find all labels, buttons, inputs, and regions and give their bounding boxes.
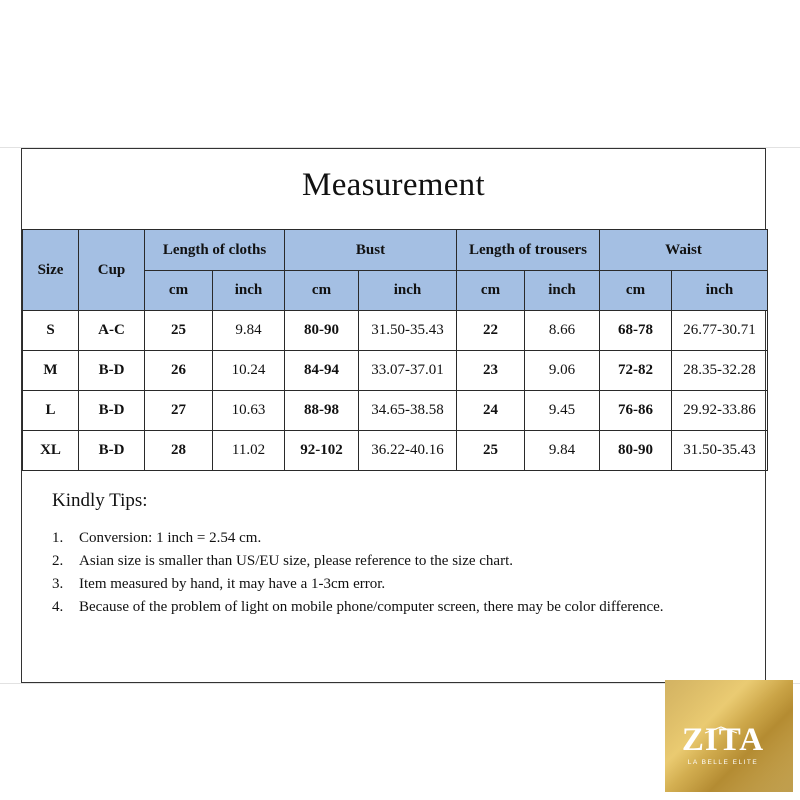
- bust-cm-cell: 84-94: [285, 351, 359, 391]
- header-length-of-trousers: Length of trousers: [457, 230, 600, 271]
- tip-text: Conversion: 1 inch = 2.54 cm.: [79, 530, 262, 546]
- cloths-cm-cell: 28: [145, 431, 213, 471]
- table-row: [23, 391, 768, 431]
- trousers-cm-cell: 24: [457, 391, 525, 431]
- tip-item: [52, 550, 692, 573]
- chart-title: Measurement: [302, 167, 485, 203]
- cup-cell: B-D: [79, 351, 145, 391]
- unit-inch: inch: [672, 271, 768, 311]
- table-row: [23, 311, 768, 351]
- header-bust: Bust: [285, 230, 457, 271]
- unit-inch: inch: [525, 271, 600, 311]
- zita-logo-mark: [665, 680, 793, 792]
- tip-item: [52, 527, 692, 550]
- bust-cm-cell: 92-102: [285, 431, 359, 471]
- waist-cm-cell: 72-82: [600, 351, 672, 391]
- unit-cm: cm: [457, 271, 525, 311]
- header-waist: Waist: [600, 230, 768, 271]
- size-cell: S: [23, 311, 79, 351]
- cloths-inch-cell: 10.63: [213, 391, 285, 431]
- header-length-of-cloths: Length of cloths: [145, 230, 285, 271]
- tip-item: [52, 573, 692, 596]
- waist-inch-cell: 26.77-30.71: [672, 311, 768, 351]
- tip-number: 2.: [52, 553, 64, 569]
- bust-inch-cell: 33.07-37.01: [359, 351, 457, 391]
- tips-list: [52, 527, 692, 619]
- tip-number: 3.: [52, 576, 64, 592]
- bust-cm-cell: 88-98: [285, 391, 359, 431]
- trousers-cm-cell: 22: [457, 311, 525, 351]
- tip-number: 1.: [52, 530, 64, 546]
- table-row: [23, 431, 768, 471]
- waist-cm-cell: 76-86: [600, 391, 672, 431]
- cloths-cm-cell: 25: [145, 311, 213, 351]
- cloths-inch-cell: 11.02: [213, 431, 285, 471]
- unit-inch: inch: [359, 271, 457, 311]
- cloths-cm-cell: 26: [145, 351, 213, 391]
- header-cup: Cup: [79, 230, 145, 311]
- size-cell: M: [23, 351, 79, 391]
- trousers-cm-cell: 23: [457, 351, 525, 391]
- bust-inch-cell: 36.22-40.16: [359, 431, 457, 471]
- header-size: Size: [23, 230, 79, 311]
- trousers-inch-cell: 9.06: [525, 351, 600, 391]
- unit-cm: cm: [600, 271, 672, 311]
- table-header-row: [23, 230, 768, 271]
- bust-inch-cell: 34.65-38.58: [359, 391, 457, 431]
- svg-text:ZITA: ZITA: [681, 722, 765, 758]
- tips-heading: Kindly Tips:: [52, 490, 148, 511]
- unit-cm: cm: [145, 271, 213, 311]
- size-chart-card: [21, 148, 766, 683]
- waist-cm-cell: 68-78: [600, 311, 672, 351]
- waist-cm-cell: 80-90: [600, 431, 672, 471]
- cup-cell: B-D: [79, 391, 145, 431]
- waist-inch-cell: 28.35-32.28: [672, 351, 768, 391]
- table-row: [23, 351, 768, 391]
- waist-inch-cell: 31.50-35.43: [672, 431, 768, 471]
- cloths-cm-cell: 27: [145, 391, 213, 431]
- tip-text: Because of the problem of light on mobile phone/computer screen, there may be color difference.: [79, 599, 664, 615]
- tip-text: Asian size is smaller than US/EU size, please reference to the size chart.: [79, 553, 513, 569]
- size-table: [22, 229, 768, 471]
- bust-cm-cell: 80-90: [285, 311, 359, 351]
- trousers-cm-cell: 25: [457, 431, 525, 471]
- zita-logo: [665, 680, 793, 792]
- size-cell: XL: [23, 431, 79, 471]
- unit-cm: cm: [285, 271, 359, 311]
- size-cell: L: [23, 391, 79, 431]
- cloths-inch-cell: 10.24: [213, 351, 285, 391]
- unit-inch: inch: [213, 271, 285, 311]
- svg-text:LA BELLE ELITE: LA BELLE ELITE: [687, 759, 759, 766]
- trousers-inch-cell: 8.66: [525, 311, 600, 351]
- cup-cell: A-C: [79, 311, 145, 351]
- trousers-inch-cell: 9.45: [525, 391, 600, 431]
- cup-cell: B-D: [79, 431, 145, 471]
- tip-number: 4.: [52, 599, 64, 615]
- tip-text: Item measured by hand, it may have a 1-3cm error.: [79, 576, 386, 592]
- cloths-inch-cell: 9.84: [213, 311, 285, 351]
- trousers-inch-cell: 9.84: [525, 431, 600, 471]
- bust-inch-cell: 31.50-35.43: [359, 311, 457, 351]
- tip-item: [52, 596, 692, 619]
- waist-inch-cell: 29.92-33.86: [672, 391, 768, 431]
